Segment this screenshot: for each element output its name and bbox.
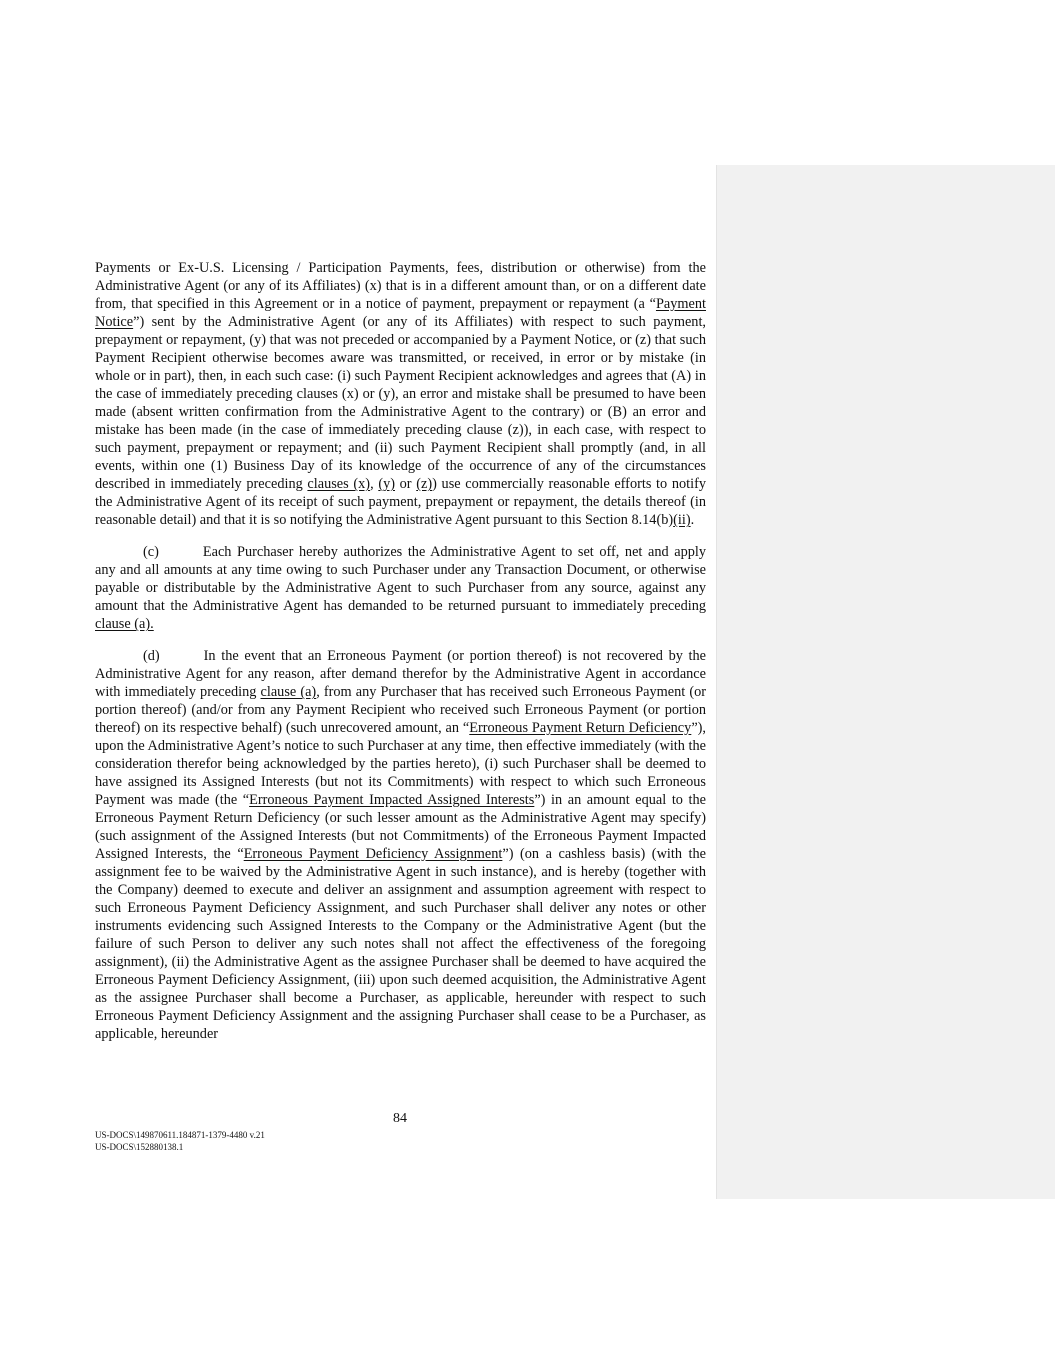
defined-term-payment-notice: Payment Notice — [95, 296, 706, 330]
defined-term-return-deficiency: Erroneous Payment Return Deficiency — [469, 720, 692, 736]
text-segment: ”), upon the Administrative Agent’s notice to such Purchaser at any time, then effective immediately (with the consideration therefor being acknowledged by the parties hereto), (i) such Purchaser shall be deemed to have assigned its Assigned Interests (but not its Commitments) with respect to which such Erroneous Payment was made (the “ — [95, 720, 706, 808]
clause-reference: clauses (x) — [307, 476, 371, 492]
page-number: 84 — [393, 1111, 407, 1126]
paragraph-label: (d) — [143, 648, 160, 664]
clause-reference: clause (a) — [260, 684, 317, 700]
paragraph-c — [95, 543, 706, 633]
text-segment: ”) in an amount equal to the Erroneous Payment Return Deficiency (or such lesser amount as the Administrative Agent may specify) (such assignment of the Assigned Interests (but not Commitments) of the Erroneous Payment Impacted Assigned Interests, the “ — [95, 792, 706, 862]
text-segment: ”) (on a cashless basis) (with the assignment fee to be waived by the Administrative Agent in such instance), and is hereby (together with the Company) deemed to execute and deliver an assignment and assumption agreement with respect to such Erroneous Payment Deficiency Assignment, and such Purchaser shall deliver any notes or other instruments evidencing such Assigned Interests to the Company or the Administrative Agent (but the failure of such Person to deliver any such notes shall not affect the effectiveness of the foregoing assignment), (ii) the Administrative Agent as the assignee Purchaser shall be deemed to have acquired the Erroneous Payment Deficiency Assignment, (iii) upon such deemed acquisition, the Administrative Agent as the assignee Purchaser shall become a Purchaser, as applicable, hereunder with respect to such Erroneous Payment Deficiency Assignment and the assigning Purchaser shall cease to be a Purchaser, as applicable, hereunder — [95, 846, 706, 1042]
comment-pane — [716, 165, 1055, 1199]
defined-term-deficiency-assignment: Erroneous Payment Deficiency Assignment — [243, 846, 503, 862]
clause-reference: (ii) — [673, 512, 691, 528]
paragraph-label: (c) — [143, 544, 159, 560]
text-segment: . — [690, 512, 695, 528]
text-segment: or — [394, 476, 417, 492]
clause-reference: (z) — [416, 476, 433, 492]
footer-doc-id: US-DOCS\152880138.1 — [95, 1142, 184, 1152]
text-segment: Payments or Ex-U.S. Licensing / Participation Payments, fees, distribution or otherwise) from the Administrative Agent (or any of its Affiliates) (x) that is in a different amount than, or on a different date from, that specified in this Agreement or in a notice of payment, prepayment or repayment (a “ — [95, 260, 706, 312]
paragraph-d — [95, 647, 706, 1043]
text-segment: , from any Purchaser that has received such Erroneous Payment (or portion thereof) (and/or from any Payment Recipient who received such Erroneous Payment (or portion thereof) on its respective behalf) (such unrecovered amount, an “ — [95, 684, 707, 736]
clause-reference: clause (a). — [95, 616, 154, 632]
paragraph-continuation — [95, 259, 706, 529]
document-footer — [95, 1129, 265, 1153]
text-segment: , — [370, 476, 379, 492]
text-segment: ”) sent by the Administrative Agent (or any of its Affiliates) with respect to such payment, prepayment or repayment, (y) that was not preceded or accompanied by a Payment Notice, or (z) that such Payment Recipient otherwise becomes aware was transmitted, or received, in error or by mistake (in whole or in part), then, in each such case: (i) such Payment Recipient acknowledges and agrees that (A) in the case of immediately preceding clauses (x) or (y), an error and mistake shall be presumed to have been made (absent written confirmation from the Administrative Agent to the contrary) or (B) an error and mistake has been made (in the case of immediately preceding clause (z)), in each case, with respect to such payment, prepayment or repayment; and (ii) such Payment Recipient shall promptly (and, in all events, within one (1) Business Day of its knowledge of the occurrence of any of the circumstances described in immediately preceding — [95, 314, 706, 492]
text-segment: ) use commercially reasonable efforts to notify the Administrative Agent of its receipt of such payment, prepayment or repayment, the details thereof (in reasonable detail) and that it is so notifying the Administrative Agent pursuant to this Section 8.14(b) — [95, 476, 706, 528]
text-segment: In the event that an Erroneous Payment (or portion thereof) is not recovered by the Administrative Agent for any reason, after demand therefor by the Administrative Agent in accordance with immediately preceding — [95, 648, 706, 700]
footer-doc-id: US-DOCS\149870611.184871-1379-4480 v.21 — [95, 1130, 265, 1140]
document-body — [95, 259, 706, 1057]
clause-reference: (y) — [378, 476, 395, 492]
text-segment: Each Purchaser hereby authorizes the Administrative Agent to set off, net and apply any and all amounts at any time owing to such Purchaser under any Transaction Document, or otherwise payable or distributable by the Administrative Agent to such Purchaser from any source, against any amount that the Administrative Agent has demanded to be returned pursuant to immediately preceding — [95, 544, 706, 614]
defined-term-impacted-interests: Erroneous Payment Impacted Assigned Interests — [249, 792, 535, 808]
